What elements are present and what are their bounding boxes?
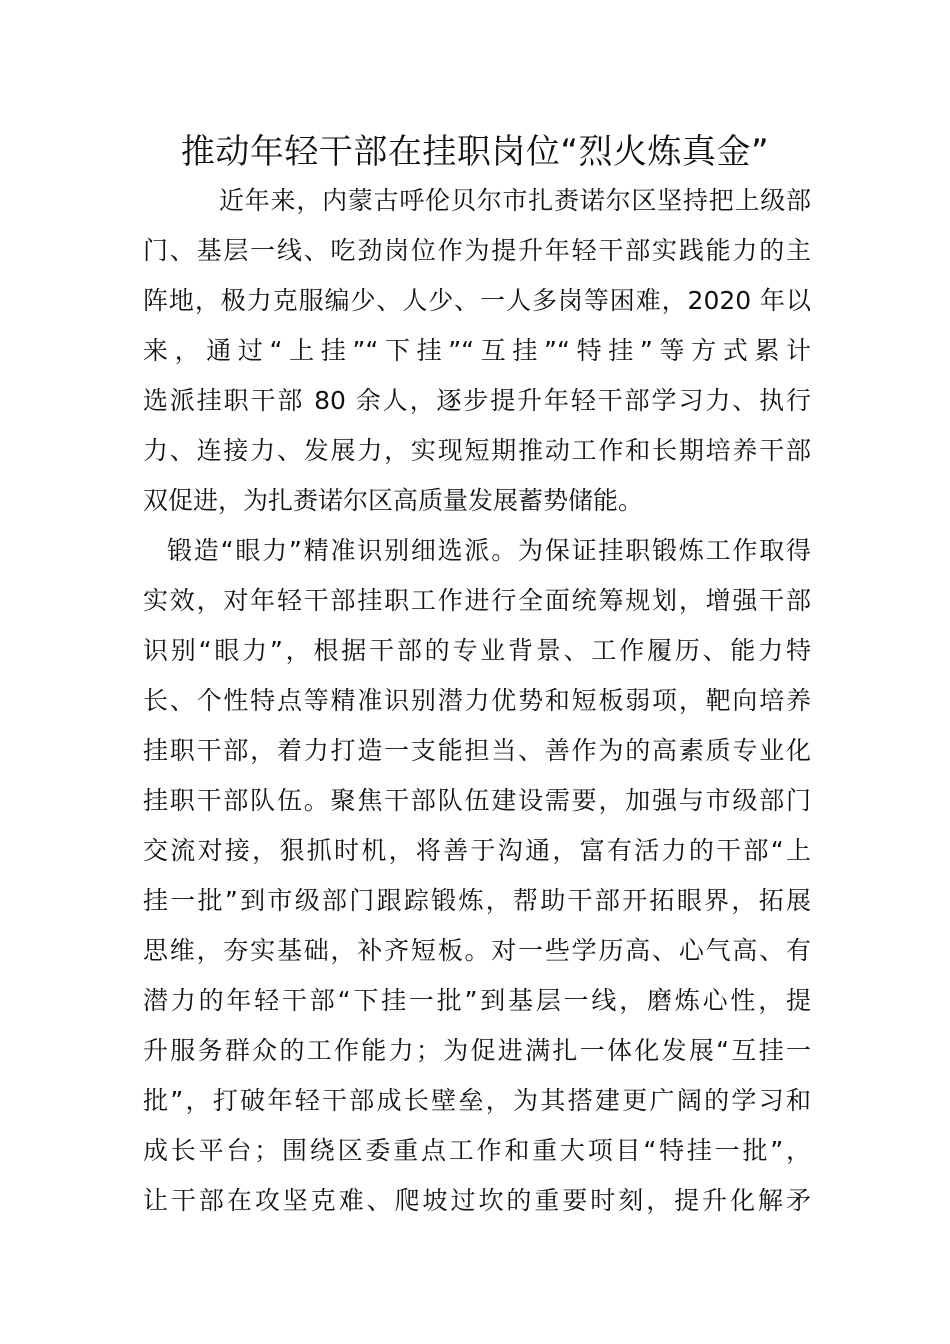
- paragraph-line: 交流对接，狠抓时机，将善于沟通，富有活力的干部“上: [143, 836, 811, 865]
- document-body: [143, 176, 811, 1226]
- paragraph-line: 让干部在攻坚克难、爬坡过坎的重要时刻，提升化解矛: [143, 1186, 811, 1215]
- paragraph-line: 阵地，极力克服编少、人少、一人多岗等困难，2020 年以: [143, 286, 811, 315]
- paragraph-line: 选派挂职干部 80 余人，逐步提升年轻干部学习力、执行: [143, 386, 811, 415]
- paragraph-line: 成长平台；围绕区委重点工作和重大项目“特挂一批”，: [143, 1136, 811, 1165]
- paragraph-line: 潜力的年轻干部“下挂一批”到基层一线，磨炼心性，提: [143, 986, 811, 1015]
- paragraph-line: 长、个性特点等精准识别潜力优势和短板弱项，靶向培养: [143, 686, 811, 715]
- paragraph-line: 来，通过“上挂”“下挂”“互挂”“特挂”等方式累计: [143, 336, 811, 365]
- paragraph-line: 实效，对年轻干部挂职工作进行全面统筹规划，增强干部: [143, 586, 811, 615]
- paragraph-line: 力、连接力、发展力，实现短期推动工作和长期培养干部: [143, 436, 811, 465]
- paragraph-line: 挂职干部队伍。聚焦干部队伍建设需要，加强与市级部门: [143, 786, 811, 815]
- paragraph-line: 门、基层一线、吃劲岗位作为提升年轻干部实践能力的主: [143, 236, 811, 265]
- paragraph-line: 近年来，内蒙古呼伦贝尔市扎赉诺尔区坚持把上级部: [219, 186, 811, 215]
- paragraph-line: 批”，打破年轻干部成长壁垒，为其搭建更广阔的学习和: [143, 1086, 811, 1115]
- paragraph-line: 思维，夯实基础，补齐短板。对一些学历高、心气高、有: [143, 936, 811, 965]
- paragraph-line: 挂职干部，着力打造一支能担当、善作为的高素质专业化: [143, 736, 811, 765]
- paragraph-line: 锻造“眼力”精准识别细选派。为保证挂职锻炼工作取得: [167, 536, 811, 565]
- paragraph-line: 升服务群众的工作能力；为促进满扎一体化发展“互挂一: [143, 1036, 811, 1065]
- document-title: 推动年轻干部在挂职岗位“烈火炼真金”: [180, 132, 770, 172]
- paragraph-line: 挂一批”到市级部门跟踪锻炼，帮助干部开拓眼界，拓展: [143, 886, 811, 915]
- paragraph-line: 双促进，为扎赉诺尔区高质量发展蓄势储能。: [143, 486, 644, 515]
- paragraph-line: 识别“眼力”，根据干部的专业背景、工作履历、能力特: [143, 636, 811, 665]
